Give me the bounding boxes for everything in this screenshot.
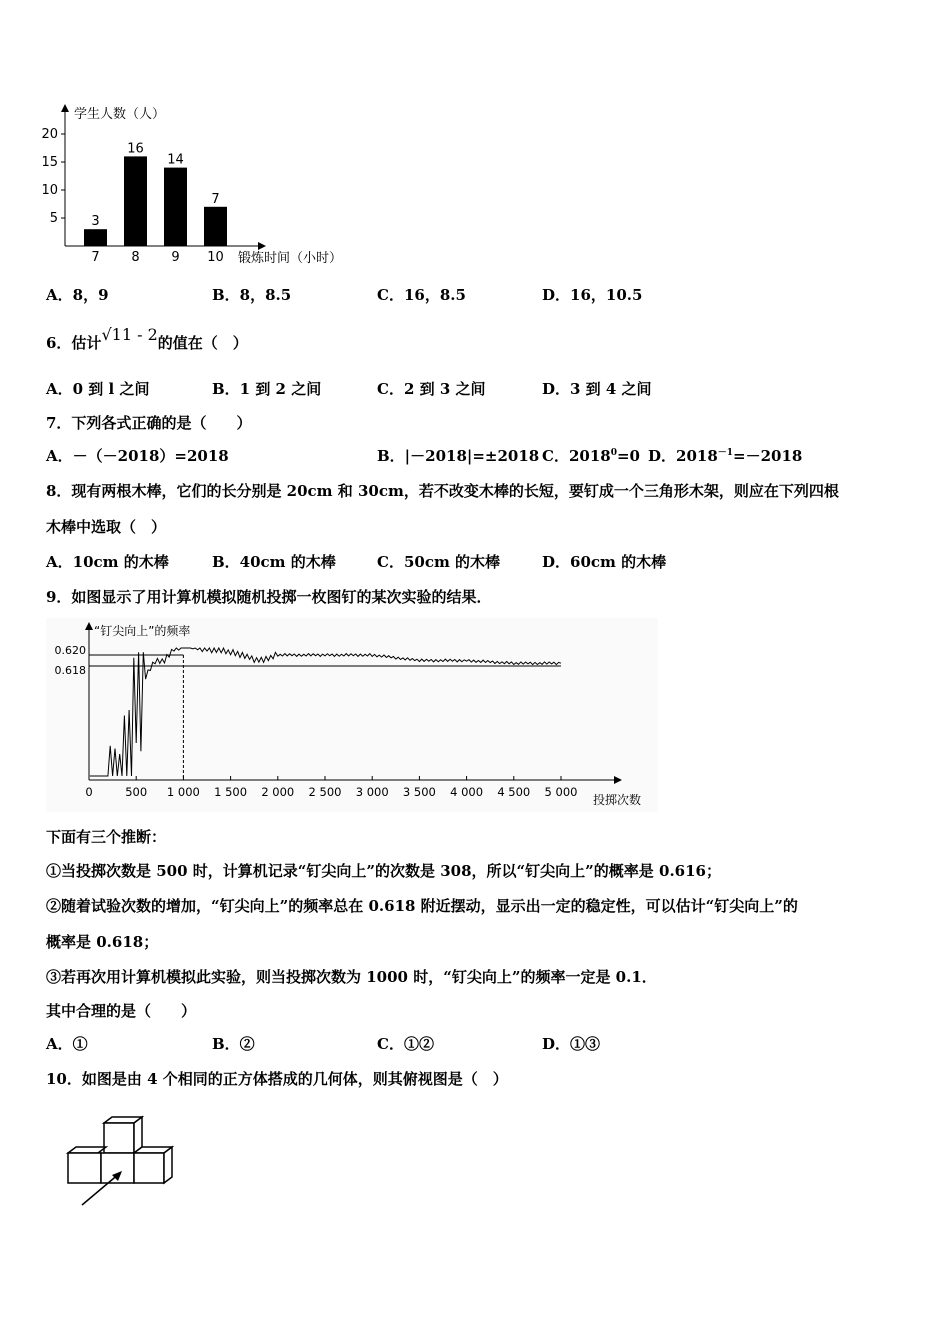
- x-tick-label: 3 000: [355, 785, 389, 799]
- q7-option-b[interactable]: B．|－2018|=±2018: [377, 447, 540, 465]
- q9-option-b[interactable]: B．②: [212, 1035, 255, 1053]
- q7-option-d-base: D．2018: [648, 447, 718, 465]
- x-tick-label: 1 500: [214, 785, 248, 799]
- q8-option-b[interactable]: B．40cm 的木棒: [212, 553, 336, 571]
- q5-bar-chart: [40, 98, 370, 273]
- x-tick-label: 4 500: [497, 785, 531, 799]
- q6-option-c[interactable]: C．2 到 3 之间: [377, 380, 486, 398]
- q9-option-d[interactable]: D．①③: [542, 1035, 601, 1053]
- q7-option-a[interactable]: A．－（－2018）=2018: [46, 447, 229, 465]
- x-tick-label: 7: [91, 250, 100, 265]
- q7-option-c[interactable]: [542, 446, 640, 466]
- y-tick-label: 15: [41, 155, 58, 170]
- y-tick-label: 20: [41, 127, 58, 142]
- q9-statement-3: ③若再次用计算机模拟此实验，则当投掷次数为 1000 时，“钉尖向上”的频率一定是 0.1．: [46, 968, 657, 986]
- y-axis-label: 学生人数（人）: [74, 107, 166, 122]
- x-tick-label: 1 000: [166, 785, 200, 799]
- q8-option-d[interactable]: D．60cm 的木棒: [542, 553, 667, 571]
- q6-option-a[interactable]: A．0 到 l 之间: [46, 380, 150, 398]
- q9-y-axis-label: “钉尖向上”的频率: [94, 624, 191, 638]
- x-tick-label: 10: [207, 250, 224, 265]
- q6-stem: [46, 325, 248, 353]
- bar-value-label: 7: [211, 191, 220, 207]
- q8-stem-line2: 木棒中选取（ ）: [46, 518, 167, 536]
- q9-statement-2-line2: 概率是 0.618；: [46, 933, 159, 951]
- q6-sqrt-expression: √11 - 2: [101, 325, 158, 344]
- left-cube-front-face: [68, 1153, 101, 1183]
- bar-8: [124, 156, 147, 246]
- q8-option-a[interactable]: A．10cm 的木棒: [46, 553, 169, 571]
- q9-intro: 下面有三个推断：: [46, 828, 167, 846]
- x-tick-label: 500: [125, 785, 148, 799]
- q6-stem-post: 的值在（ ）: [157, 334, 248, 352]
- q7-stem: 7．下列各式正确的是（ ）: [46, 414, 252, 432]
- x-axis-label: 锻炼时间（小时）: [238, 251, 343, 266]
- q7-option-d[interactable]: [648, 446, 802, 466]
- q6-stem-pre: 6．估计: [46, 334, 102, 352]
- y-tick-label: 0.618: [54, 664, 86, 677]
- q5-option-b[interactable]: B．8，8.5: [212, 286, 292, 304]
- q10-stem: 10．如图是由 4 个相同的正方体搭成的几何体，则其俯视图是（ ）: [46, 1070, 508, 1088]
- bar-value-label: 16: [127, 141, 144, 157]
- q9-option-a[interactable]: A．①: [46, 1035, 88, 1053]
- q5-option-a[interactable]: A．8，9: [46, 286, 109, 304]
- q8-stem-line1: 8．现有两根木棒，它们的长分别是 20cm 和 30cm，若不改变木棒的长短，要钉成一个三角形木架，则应在下列四根: [46, 482, 839, 500]
- bar-value-label: 3: [91, 214, 100, 230]
- q5-option-d[interactable]: D．16，10.5: [542, 286, 643, 304]
- bar-value-label: 14: [167, 152, 184, 168]
- bar-9: [164, 168, 187, 246]
- q7-option-c-base: C．2018: [542, 447, 611, 465]
- right-cube-side-face: [164, 1147, 172, 1183]
- q7-option-c-tail: =0: [616, 447, 640, 465]
- x-tick-label: 2 500: [308, 785, 342, 799]
- q9-frequency-chart: [46, 618, 658, 812]
- y-tick-label: 5: [49, 211, 58, 226]
- q6-option-b[interactable]: B．1 到 2 之间: [212, 380, 322, 398]
- x-tick-label: 4 000: [450, 785, 484, 799]
- top-cube-front-face: [104, 1123, 134, 1153]
- q9-ask: 其中合理的是（ ）: [46, 1002, 197, 1020]
- q9-statement-2-line1: ②随着试验次数的增加，“钉尖向上”的频率总在 0.618 附近摆动，显示出一定的稳定性，可以估计“钉尖向上”的: [46, 897, 798, 915]
- x-tick-label: 5 000: [544, 785, 578, 799]
- q6-option-d[interactable]: D．3 到 4 之间: [542, 380, 652, 398]
- x-tick-label: 0: [85, 785, 93, 799]
- bar-10: [204, 207, 227, 246]
- left-cube-top-face: [68, 1147, 106, 1153]
- y-tick-label: 0.620: [54, 644, 86, 657]
- q7-option-c-exponent: 0: [610, 448, 617, 458]
- x-tick-label: 8: [131, 250, 140, 265]
- q9-option-c[interactable]: C．①②: [377, 1035, 434, 1053]
- q10-cube-figure: [62, 1115, 192, 1215]
- x-tick-label: 9: [171, 250, 180, 265]
- q5-option-c[interactable]: C．16，8.5: [377, 286, 466, 304]
- q9-statement-1: ①当投掷次数是 500 时，计算机记录“钉尖向上”的次数是 308，所以“钉尖向上”的概率是 0.616；: [46, 862, 721, 880]
- q7-option-d-exponent: －1: [717, 448, 734, 458]
- q8-option-c[interactable]: C．50cm 的木棒: [377, 553, 501, 571]
- y-tick-label: 10: [41, 183, 58, 198]
- q9-x-axis-label: 投掷次数: [593, 793, 642, 807]
- x-tick-label: 2 000: [261, 785, 295, 799]
- q7-option-d-tail: =－2018: [733, 447, 803, 465]
- right-cube-front-face: [134, 1153, 164, 1183]
- bar-7: [84, 229, 107, 246]
- q9-stem: 9．如图显示了用计算机模拟随机投掷一枚图钉的某次实验的结果．: [46, 588, 492, 606]
- x-tick-label: 3 500: [402, 785, 436, 799]
